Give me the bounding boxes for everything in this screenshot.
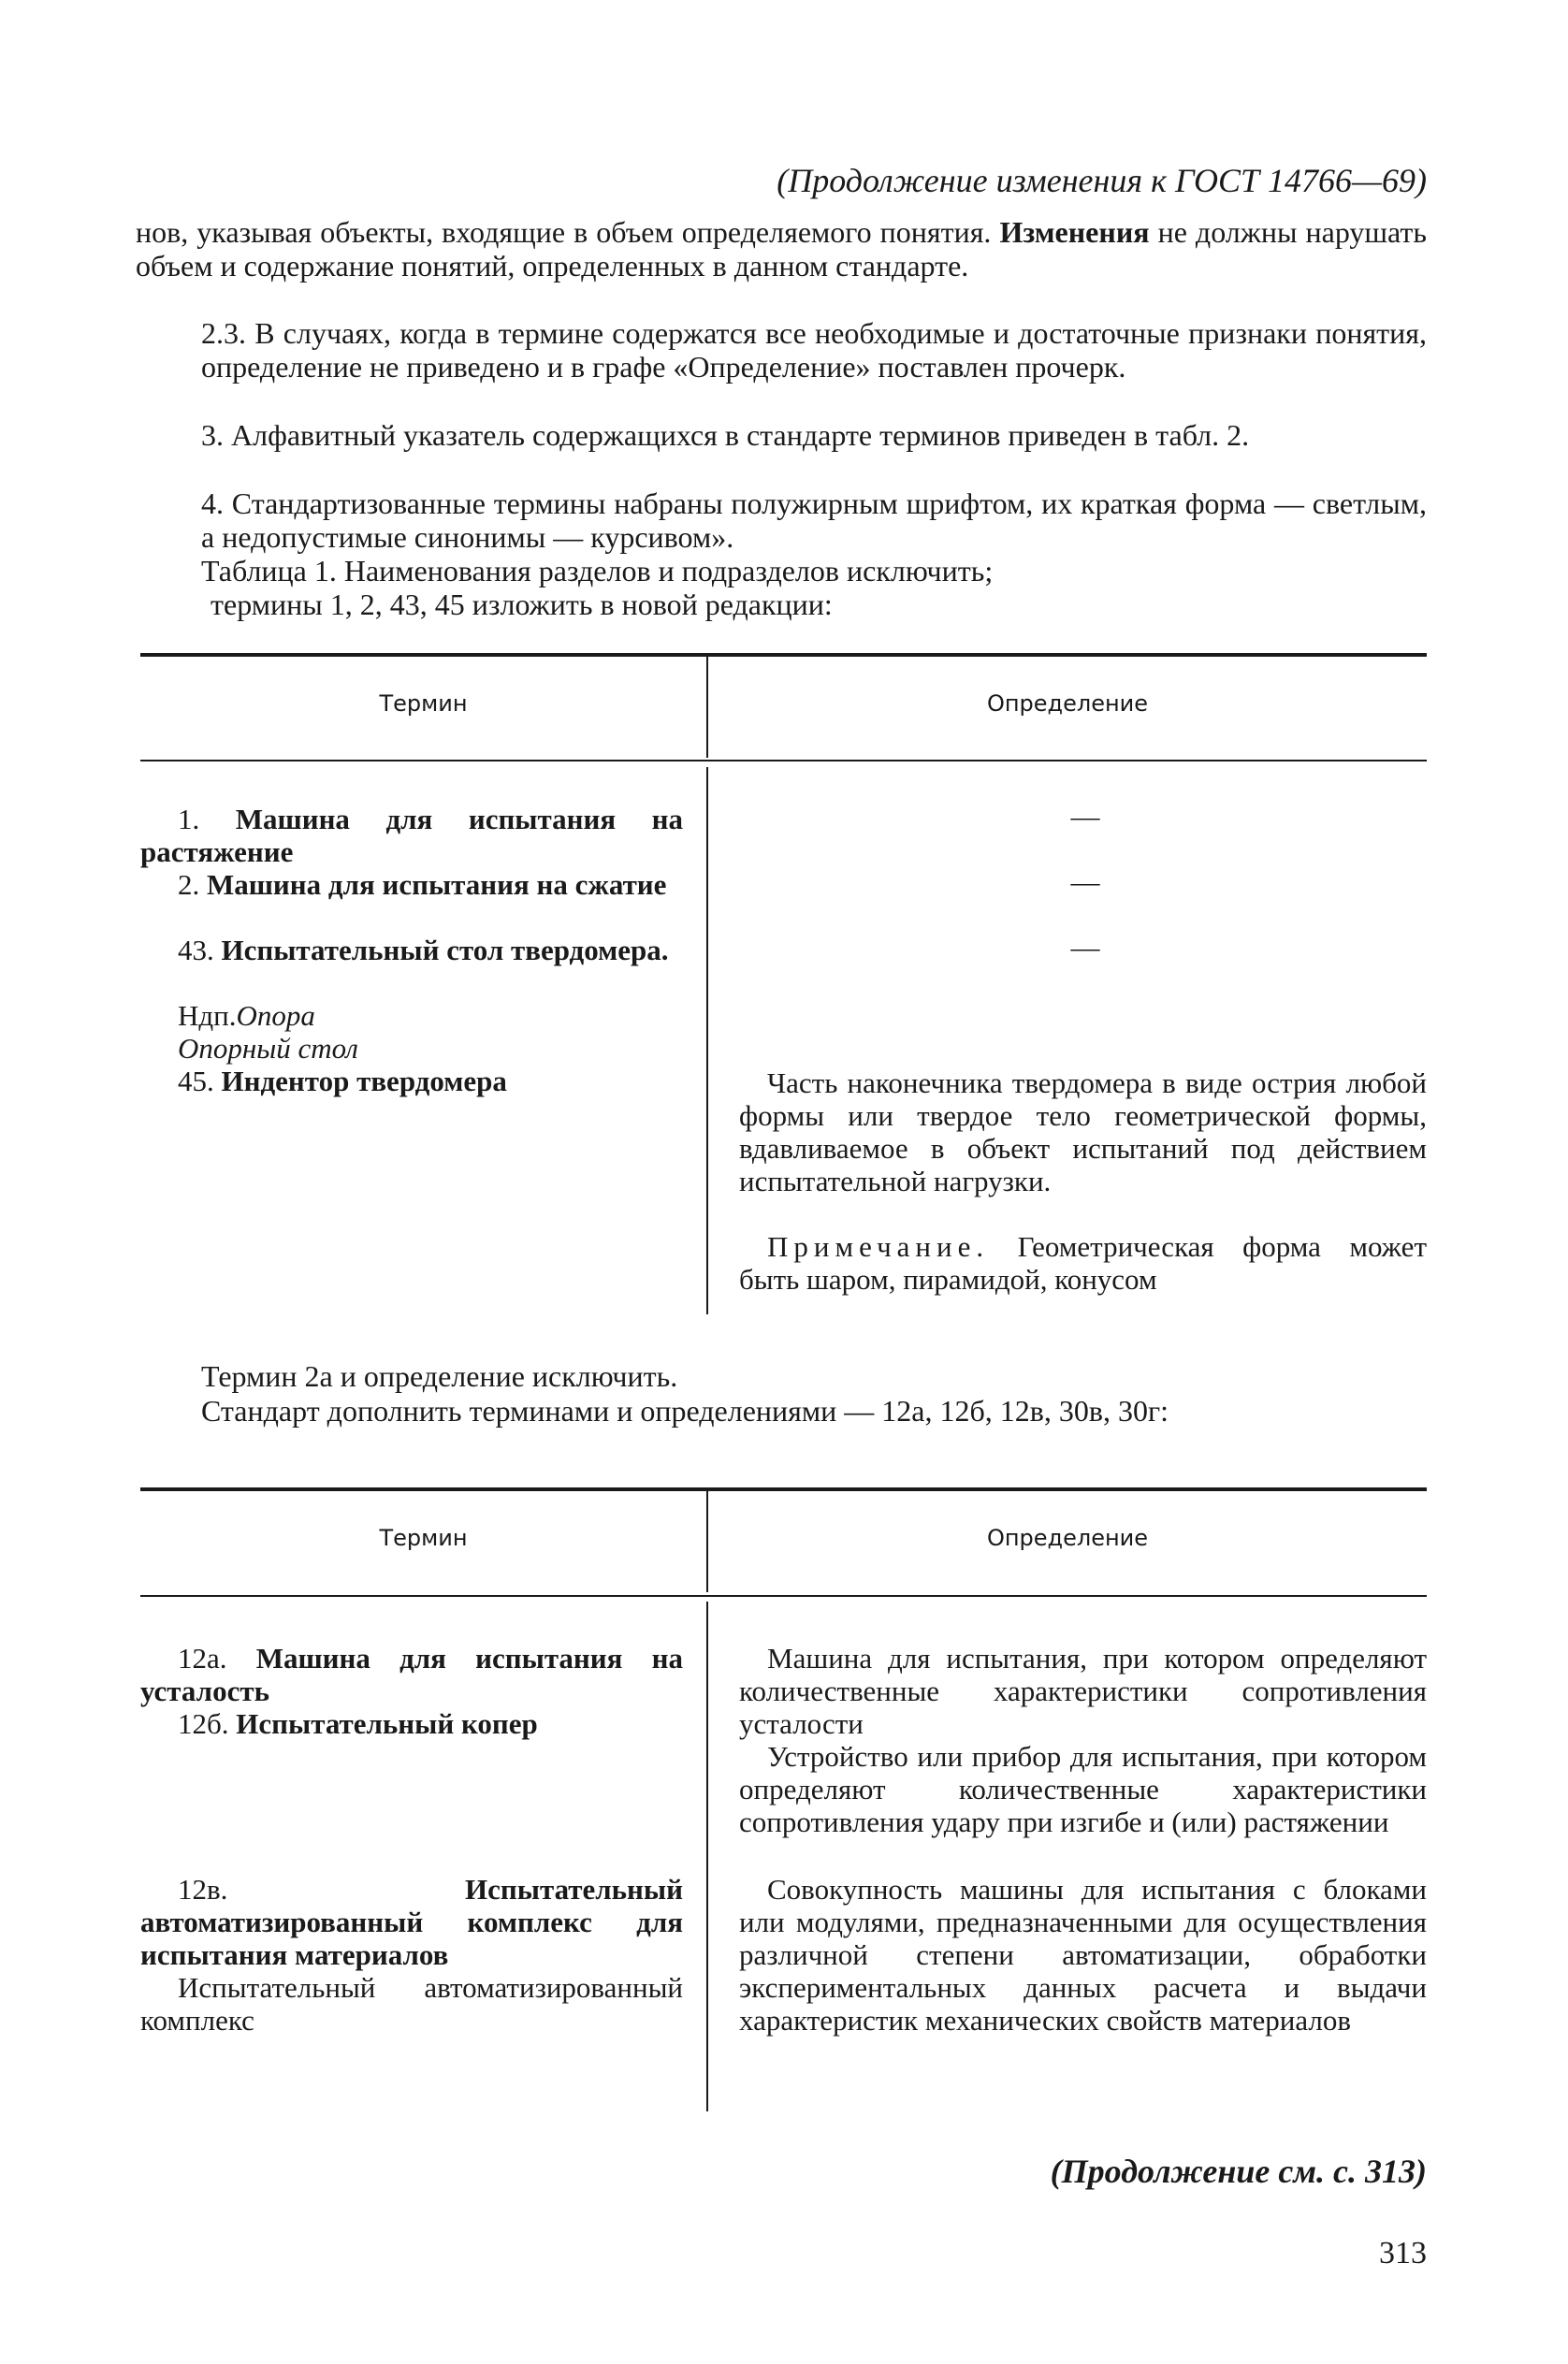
table1-header-rule	[140, 760, 1427, 761]
table2-def-12v: Совокупность машины для испытания с блоками или модулями, предназначенными для осуществления различной степени автоматизации, обработки экспериментальных данных расчета и выдачи характеристик механических свойств материалов	[739, 1873, 1427, 2037]
paragraph-1: нов, указывая объекты, входящие в объем определяемого понятия. Изменения не должны нарушать объем и содержание понятий, определенных в данном стандарте.	[136, 215, 1428, 283]
table1-top-rule	[140, 653, 1427, 657]
footer-continuation: (Продолжение см. с. 313)	[1050, 2153, 1427, 2190]
table2-term-12b: 12б. Испытательный копер	[178, 1707, 538, 1740]
paragraph-3: 3. Алфавитный указатель содержащихся в стандарте терминов приведен в табл. 2.	[201, 418, 1250, 452]
table2-col-term: Термин	[379, 1525, 468, 1551]
middle-line-2: Стандарт дополнить терминами и определениями — 12а, 12б, 12в, 30в, 30г:	[201, 1394, 1169, 1428]
table1-def-45-note: Примечание. Геометрическая форма может быть шаром, пирамидой, конусом	[739, 1230, 1427, 1296]
table1-def-1-dash: —	[1070, 800, 1100, 833]
table1-term-45: 45. Индентор твердомера	[178, 1065, 507, 1097]
table1-col-term: Термин	[379, 690, 468, 717]
table1-term-43-syn2: Опорный стол	[178, 1032, 358, 1065]
paragraph-4: 4. Стандартизованные термины набраны полужирным шрифтом, их краткая форма — светлым, а недопустимые синонимы — курсивом».	[201, 486, 1427, 554]
table1-term-2: 2. Машина для испытания на сжатие	[178, 868, 667, 901]
table2-term-12a: 12а. Машина для испытания на усталость	[140, 1642, 683, 1707]
table1-body-divider	[706, 767, 708, 1314]
table1-def-2-dash: —	[1070, 865, 1100, 898]
table2-def-12b: Устройство или прибор для испытания, при котором определяют количественные характеристики сопротивления удару при изгибе и (или) растяжении	[739, 1740, 1427, 1838]
middle-line-1: Термин 2а и определение исключить.	[201, 1359, 678, 1393]
table2-header-rule	[140, 1595, 1427, 1597]
paragraph-table1-terms: термины 1, 2, 43, 45 изложить в новой редакции:	[211, 587, 833, 621]
table1-col-definition: Определение	[986, 690, 1149, 717]
page-header: (Продолжение изменения к ГОСТ 14766—69)	[777, 162, 1427, 199]
table1-term-43-ndp: Ндп.Опора	[178, 999, 315, 1032]
table1-term-1: 1. Машина для испытания на растяжение	[140, 803, 683, 868]
paragraph-2-3: 2.3. В случаях, когда в термине содержатся все необходимые и достаточные признаки понятия, определение не приведено и в графе «Определение» поставлен прочерк.	[201, 316, 1427, 384]
page-number: 313	[1379, 2236, 1427, 2270]
table1-def-45: Часть наконечника твердомера в виде острия любой формы или твердое тело геометрической формы, вдавливаемое в объект испытаний под действием испытательной нагрузки.	[739, 1066, 1427, 1197]
table2-col-definition: Определение	[986, 1525, 1149, 1551]
table1-def-43-dash: —	[1070, 931, 1100, 964]
paragraph-table1-intro: Таблица 1. Наименования разделов и подразделов исключить;	[201, 554, 994, 587]
table1-term-43: 43. Испытательный стол твердомера.	[178, 934, 669, 966]
table2-def-12a: Машина для испытания, при котором определяют количественные характеристики сопротивления усталости	[739, 1642, 1427, 1740]
table2-term-12v: 12в. Испытательный автоматизированный комплекс для испытания материалов	[140, 1873, 683, 1971]
table2-body-divider	[706, 1602, 708, 2111]
table2-top-rule	[140, 1487, 1427, 1491]
table2-term-12v-short: Испытательный автоматизированный комплекс	[140, 1971, 683, 2037]
